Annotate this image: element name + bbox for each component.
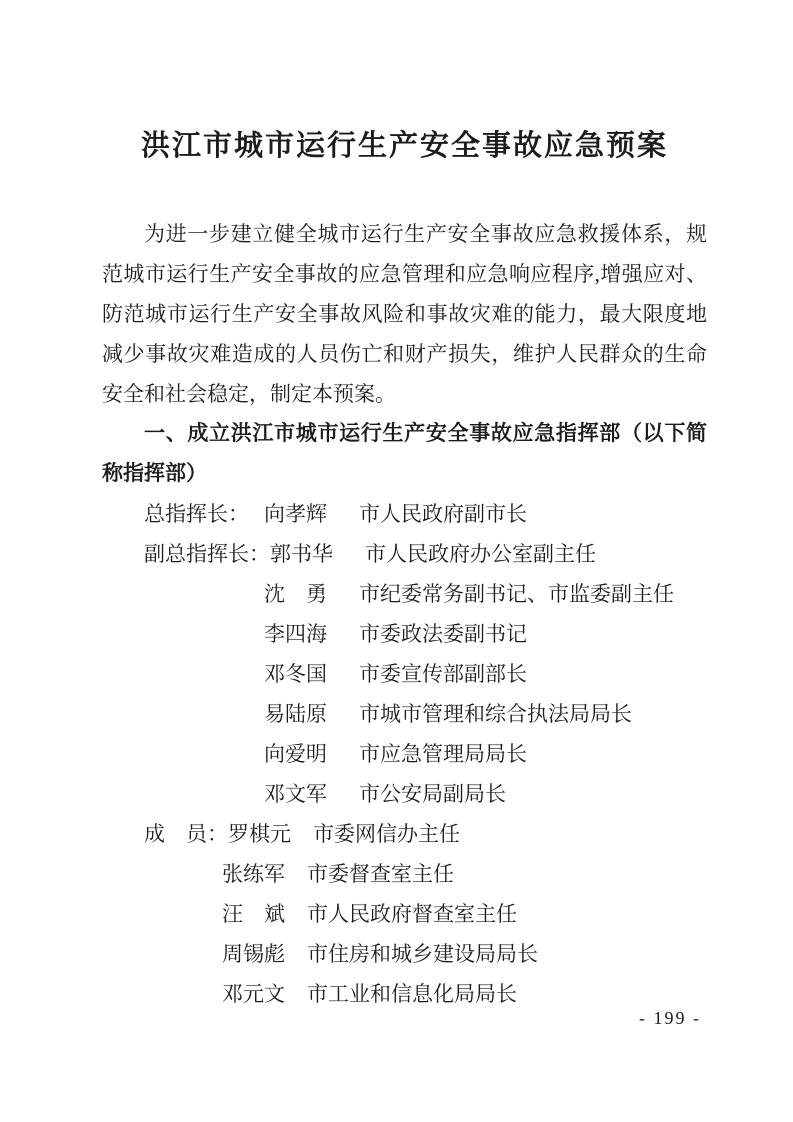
person-name: 沈 勇 <box>264 582 327 606</box>
intro-paragraph <box>102 214 707 414</box>
person-name: 向爱明 <box>264 742 327 766</box>
person-title: 市住房和城乡建设局局长 <box>307 942 538 966</box>
role-row <box>102 774 707 814</box>
intro-line: 防范城市运行生产安全事故风险和事故灾难的能力，最大限度地 <box>102 302 707 326</box>
document-title: 洪江市城市运行生产安全事故应急预案 <box>140 130 668 162</box>
role-row <box>102 494 707 534</box>
person-title: 市委政法委副书记 <box>359 622 527 646</box>
role-row <box>102 654 707 694</box>
section-heading <box>102 414 707 494</box>
person-name: 汪 斌 <box>222 902 285 926</box>
person-name: 周锡彪 <box>222 942 285 966</box>
person-name: 邓文军 <box>264 782 327 806</box>
page-number: - 199 - <box>639 1008 701 1028</box>
role-row <box>102 694 707 734</box>
person-title: 市公安局副局长 <box>359 782 506 806</box>
person-title: 市纪委常务副书记、市监委副主任 <box>359 582 674 606</box>
role-label: 总指挥长： <box>144 502 249 526</box>
person-title: 市城市管理和综合执法局局长 <box>359 702 632 726</box>
person-name: 罗棋元 <box>228 822 291 846</box>
person-name: 邓冬国 <box>264 662 327 686</box>
command-roster <box>102 494 707 1014</box>
role-row <box>102 814 707 854</box>
role-row <box>102 854 707 894</box>
role-label: 成 员： <box>144 822 228 846</box>
person-title: 市应急管理局局长 <box>359 742 527 766</box>
role-row <box>102 574 707 614</box>
person-name: 李四海 <box>264 622 327 646</box>
role-row <box>102 614 707 654</box>
intro-line: 减少事故灾难造成的人员伤亡和财产损失，维护人民群众的生命 <box>102 342 707 366</box>
intro-line: 安全和社会稳定，制定本预案。 <box>102 382 396 406</box>
person-name: 向孝辉 <box>264 502 327 526</box>
role-row <box>102 934 707 974</box>
person-name: 郭书华 <box>270 542 333 566</box>
intro-line: 范城市运行生产安全事故的应急管理和应急响应程序,增强应对、 <box>102 262 707 286</box>
person-name: 邓元文 <box>222 982 285 1006</box>
person-title: 市工业和信息化局局长 <box>307 982 517 1006</box>
person-title: 市委督查室主任 <box>307 862 454 886</box>
document-content <box>102 0 707 1014</box>
role-label: 副总指挥长： <box>144 542 270 566</box>
intro-line: 为进一步建立健全城市运行生产安全事故应急救援体系，规 <box>144 222 707 246</box>
person-title: 市人民政府办公室副主任 <box>365 542 596 566</box>
section-heading-line: 称指挥部） <box>102 462 207 485</box>
role-row <box>102 734 707 774</box>
section-heading-line: 一、成立洪江市城市运行生产安全事故应急指挥部（以下简 <box>144 422 707 445</box>
role-row <box>102 974 707 1014</box>
role-row <box>102 894 707 934</box>
person-name: 张练军 <box>222 862 285 886</box>
person-title: 市委网信办主任 <box>313 822 460 846</box>
role-row <box>102 534 707 574</box>
person-title: 市人民政府副市长 <box>359 502 527 526</box>
person-title: 市委宣传部副部长 <box>359 662 527 686</box>
person-name: 易陆原 <box>264 702 327 726</box>
person-title: 市人民政府督查室主任 <box>307 902 517 926</box>
